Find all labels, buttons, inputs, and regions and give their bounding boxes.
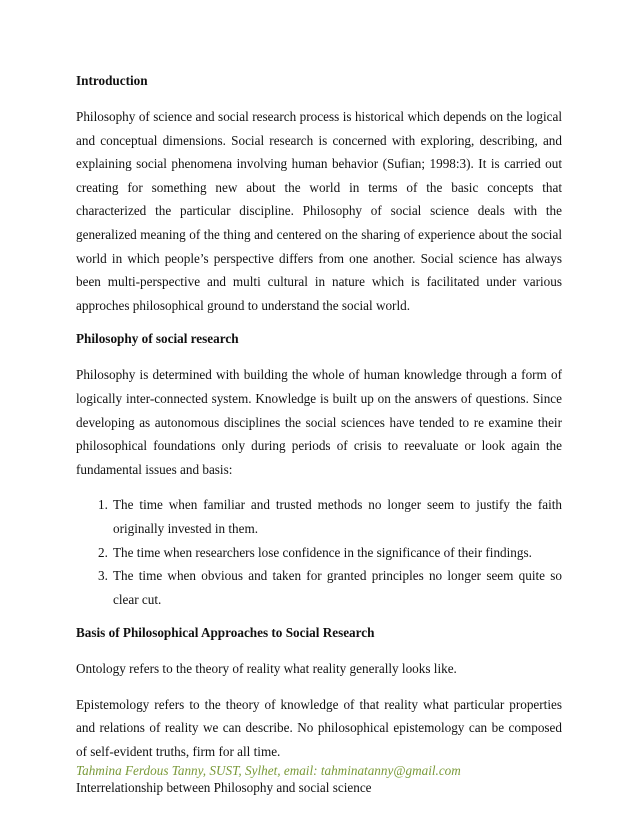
basis-heading: Basis of Philosophical Approaches to Social Research (76, 625, 375, 641)
list-number: 1. (98, 497, 108, 513)
introduction-paragraph: Philosophy of science and social research process is historical which depends on the logical and conceptual dimensions. Social research is concerned with exploring, describing, and explaining social phenomena involving human behavior (Sufian; 1998:3). It is carried out creating for something new about the world in terms of the basic concepts that characterized the particular discipline. Philosophy of social science deals with the generalized meaning of the thing and centered on the sharing of experience about the social world in which people’s perspective differs from one another. Social science has always been multi-perspective and multi cultural in nature which is facilitated under various approches philosophical ground to understand the social world. (76, 109, 562, 313)
introduction-heading: Introduction (76, 73, 148, 88)
list-text: The time when obvious and taken for granted principles no longer seem quite so clear cut. (113, 568, 562, 607)
interrelationship-line: Interrelationship between Philosophy and social science (76, 779, 372, 795)
ontology-paragraph: Ontology refers to the theory of reality what reality generally looks like. (76, 661, 457, 677)
list-item (76, 541, 562, 565)
document-content (76, 71, 562, 799)
list-text: The time when researchers lose confidence in the significance of their findings. (113, 544, 532, 560)
epistemology-paragraph: Epistemology refers to the theory of knowledge of that reality what particular properties and relations of reality we can describe. No philosophical epistemology can be composed of self-evident truths, firm for all time. (76, 696, 562, 760)
list-number: 2. (98, 544, 108, 560)
philosophy-paragraph: Philosophy is determined with building the whole of human knowledge through a form of logically inter-connected system. Knowledge is built up on the answers of questions. Since developing as autonomous disciplines the social sciences have tended to re examine their philosophical foundations only during periods of crisis to reevaluate or look again the fundamental issues and basis: (76, 367, 562, 477)
philosophy-heading: Philosophy of social research (76, 331, 239, 347)
page-footer: Tahmina Ferdous Tanny, SUST, Sylhet, email: tahminatanny@gmail.com (76, 763, 461, 778)
list-item (76, 564, 562, 611)
crisis-list (76, 493, 562, 611)
list-item (76, 493, 562, 540)
list-number: 3. (98, 568, 108, 584)
list-text: The time when familiar and trusted methods no longer seem to justify the faith originally invested in them. (113, 497, 562, 536)
